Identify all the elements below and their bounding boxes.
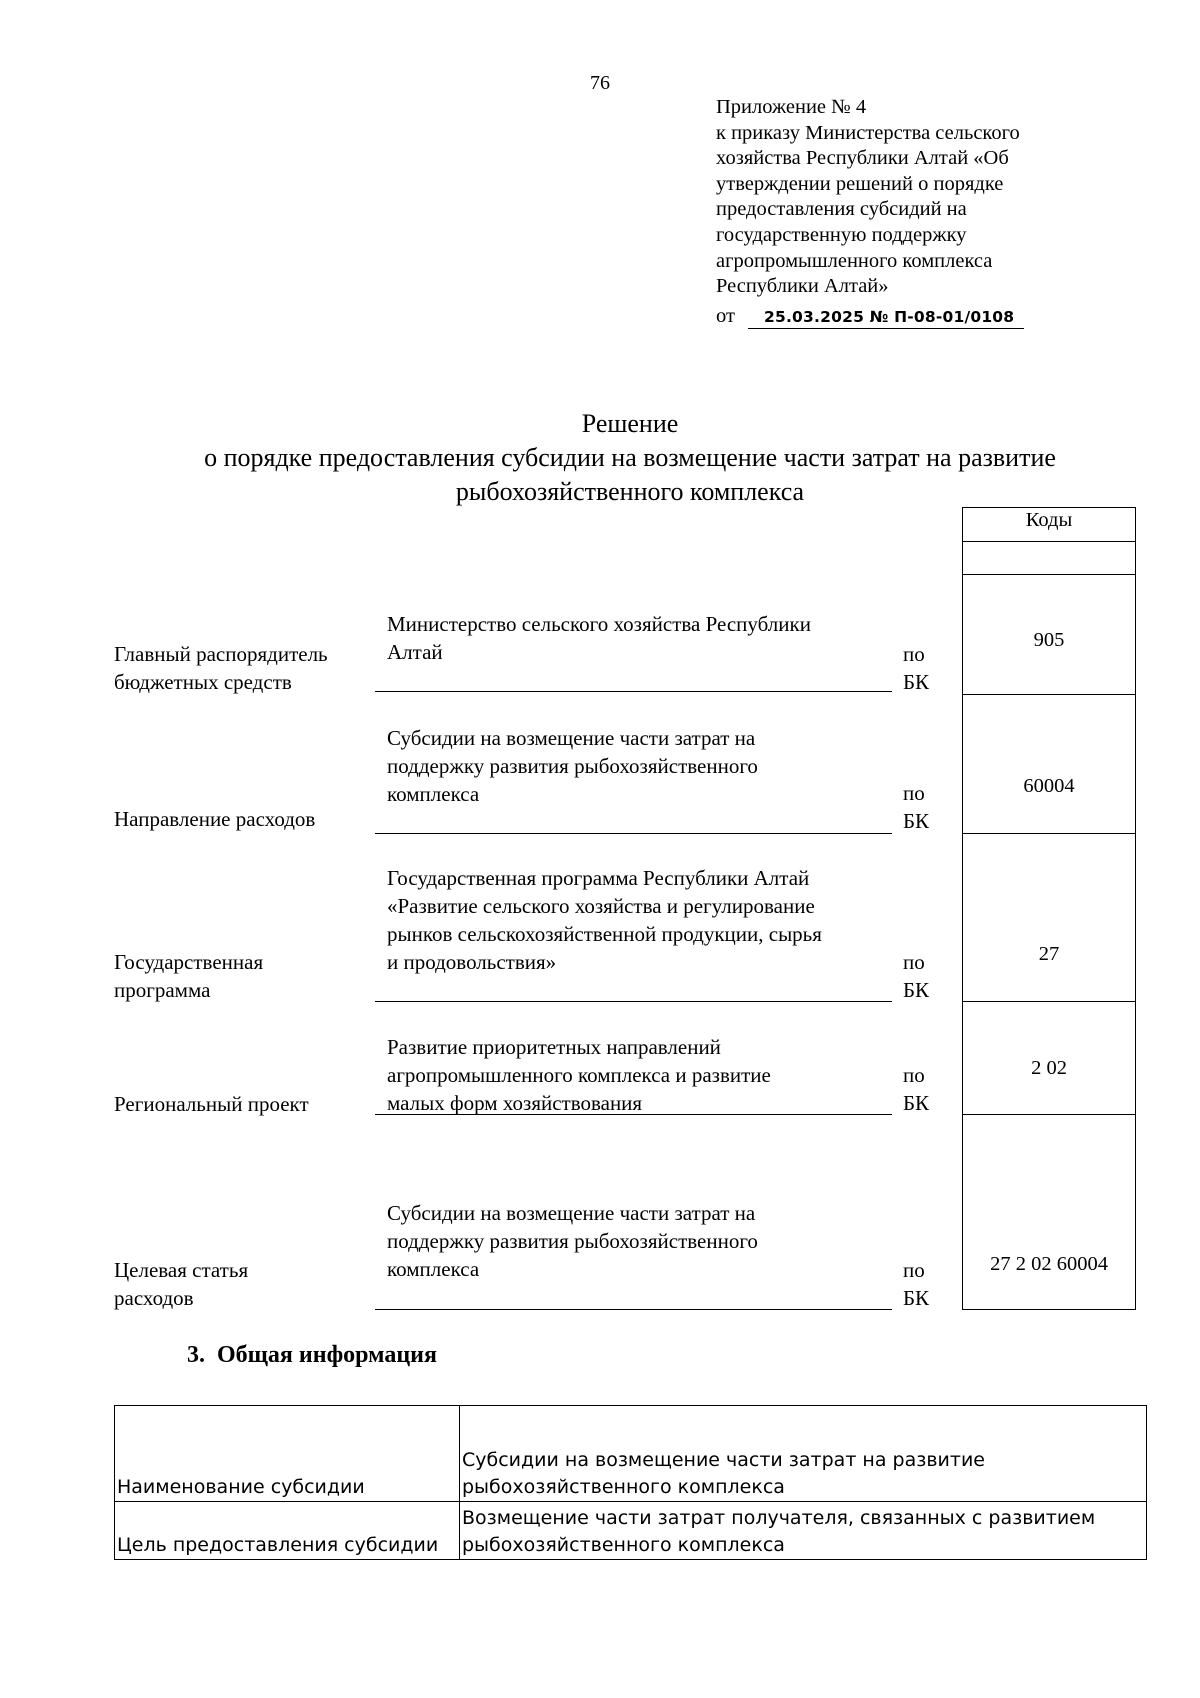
table-cell-line: Возмещение части затрат получателя, связанных с развитием bbox=[462, 1507, 1096, 1529]
po-bk-label bbox=[903, 1256, 929, 1312]
row-label-line: Направление расходов bbox=[114, 807, 316, 831]
underline bbox=[375, 691, 892, 692]
table-row bbox=[115, 1502, 1147, 1560]
general-info-table bbox=[114, 1405, 1147, 1560]
page-number: 76 bbox=[590, 72, 610, 94]
document-subtitle-line1: о порядке предоставления субсидии на возмещение части затрат на развитие bbox=[204, 443, 1056, 472]
row-label-line: Государственная bbox=[114, 950, 264, 974]
appendix-date-row bbox=[716, 305, 1015, 328]
underline bbox=[375, 1114, 892, 1115]
appendix-line: утверждении решений о порядке bbox=[716, 172, 1004, 195]
code-value: 60004 bbox=[1023, 775, 1075, 797]
order-date-number: 25.03.2025 № П-08-01/0108 bbox=[748, 306, 1024, 329]
row-value-line: Государственная программа Республики Алтай bbox=[387, 866, 810, 890]
po-label: по bbox=[903, 781, 925, 805]
table-cell-line: рыбохозяйственного комплекса bbox=[462, 1476, 785, 1498]
row-value-line: Субсидии на возмещение части затрат на bbox=[387, 1201, 756, 1225]
table-cell: Цель предоставления субсидии bbox=[115, 1502, 460, 1560]
appendix-line: предоставления субсидий на bbox=[716, 198, 967, 221]
po-label: по bbox=[903, 1063, 925, 1087]
underline bbox=[375, 1309, 892, 1310]
table-cell bbox=[460, 1406, 1147, 1502]
document-title: Решение bbox=[581, 409, 679, 438]
bk-label: БК bbox=[903, 809, 930, 833]
po-label: по bbox=[903, 950, 925, 974]
codes-divider bbox=[963, 574, 1135, 575]
appendix-line: Республики Алтай» bbox=[716, 275, 889, 298]
bk-label: БК bbox=[903, 1286, 930, 1310]
appendix-line: хозяйства Республики Алтай «Об bbox=[716, 147, 1009, 170]
code-value: 27 2 02 60004 bbox=[990, 1253, 1108, 1275]
row-label-line: Региональный проект bbox=[114, 1092, 309, 1116]
row-value-line: малых форм хозяйствования bbox=[387, 1091, 643, 1115]
code-value: 2 02 bbox=[1031, 1057, 1067, 1079]
section-number: 3. bbox=[187, 1342, 205, 1368]
appendix-line: к приказу Министерства сельского bbox=[716, 121, 1020, 144]
row-label-line: Главный распорядитель bbox=[114, 642, 328, 666]
po-bk-label bbox=[903, 1061, 929, 1117]
table-cell-line: Субсидии на возмещение части затрат на развитие bbox=[462, 1449, 985, 1471]
row-value bbox=[387, 1199, 897, 1283]
appendix-line: государственную поддержку bbox=[716, 223, 967, 246]
row-label bbox=[114, 1256, 248, 1312]
row-label-line: программа bbox=[114, 978, 211, 1002]
row-value-line: и продовольствия» bbox=[387, 950, 557, 974]
po-label: по bbox=[903, 642, 925, 666]
appendix-block bbox=[716, 95, 1106, 300]
codes-column bbox=[962, 507, 1136, 1310]
section-heading bbox=[187, 1342, 437, 1369]
row-value bbox=[387, 610, 897, 666]
row-value-line: Министерство сельского хозяйства Республики bbox=[387, 612, 811, 636]
row-value-line: Развитие приоритетных направлений bbox=[387, 1035, 721, 1059]
table-cell-line: рыбохозяйственного комплекса bbox=[462, 1534, 785, 1556]
row-label-line: Целевая статья bbox=[114, 1258, 249, 1282]
row-label-line: бюджетных средств bbox=[114, 670, 292, 694]
codes-divider bbox=[963, 694, 1135, 695]
row-value bbox=[387, 724, 897, 808]
document-subtitle-line2: рыбохозяйственного комплекса bbox=[455, 477, 805, 506]
bk-label: БК bbox=[903, 1091, 930, 1115]
row-label bbox=[114, 640, 328, 696]
table-row bbox=[115, 1406, 1147, 1502]
codes-divider bbox=[963, 541, 1135, 542]
row-value-line: комплекса bbox=[387, 782, 480, 806]
code-value: 27 bbox=[1038, 943, 1060, 965]
bk-label: БК bbox=[903, 670, 930, 694]
appendix-line: агропромышленного комплекса bbox=[716, 249, 993, 272]
row-value-line: поддержку развития рыбохозяйственного bbox=[387, 1229, 758, 1253]
section-title: Общая информация bbox=[217, 1342, 437, 1368]
po-bk-label bbox=[903, 779, 929, 835]
codes-header: Коды bbox=[1025, 509, 1073, 531]
table-cell bbox=[460, 1502, 1147, 1560]
codes-divider bbox=[963, 833, 1135, 834]
codes-divider bbox=[963, 1001, 1135, 1002]
row-label bbox=[114, 948, 263, 1004]
codes-divider bbox=[963, 1114, 1135, 1115]
po-bk-label bbox=[903, 640, 929, 696]
underline bbox=[375, 833, 892, 834]
row-value-line: Алтай bbox=[387, 640, 443, 664]
row-value-line: рынков сельскохозяйственной продукции, сырья bbox=[387, 922, 822, 946]
underline bbox=[375, 1001, 892, 1002]
appendix-line: Приложение № 4 bbox=[716, 96, 867, 118]
bk-label: БК bbox=[903, 978, 930, 1002]
row-value-line: агропромышленного комплекса и развитие bbox=[387, 1063, 771, 1087]
row-label bbox=[114, 805, 315, 833]
row-value-line: Субсидии на возмещение части затрат на bbox=[387, 726, 756, 750]
po-label: по bbox=[903, 1258, 925, 1282]
row-value-line: «Развитие сельского хозяйства и регулирование bbox=[387, 894, 815, 918]
code-value: 905 bbox=[1033, 629, 1065, 651]
date-prefix: от bbox=[716, 305, 735, 327]
row-value-line: комплекса bbox=[387, 1257, 480, 1281]
row-label-line: расходов bbox=[114, 1286, 194, 1310]
row-value bbox=[387, 1033, 897, 1117]
row-label bbox=[114, 1090, 309, 1118]
row-value bbox=[387, 864, 897, 976]
row-value-line: поддержку развития рыбохозяйственного bbox=[387, 754, 758, 778]
table-cell: Наименование субсидии bbox=[115, 1406, 460, 1502]
po-bk-label bbox=[903, 948, 929, 1004]
